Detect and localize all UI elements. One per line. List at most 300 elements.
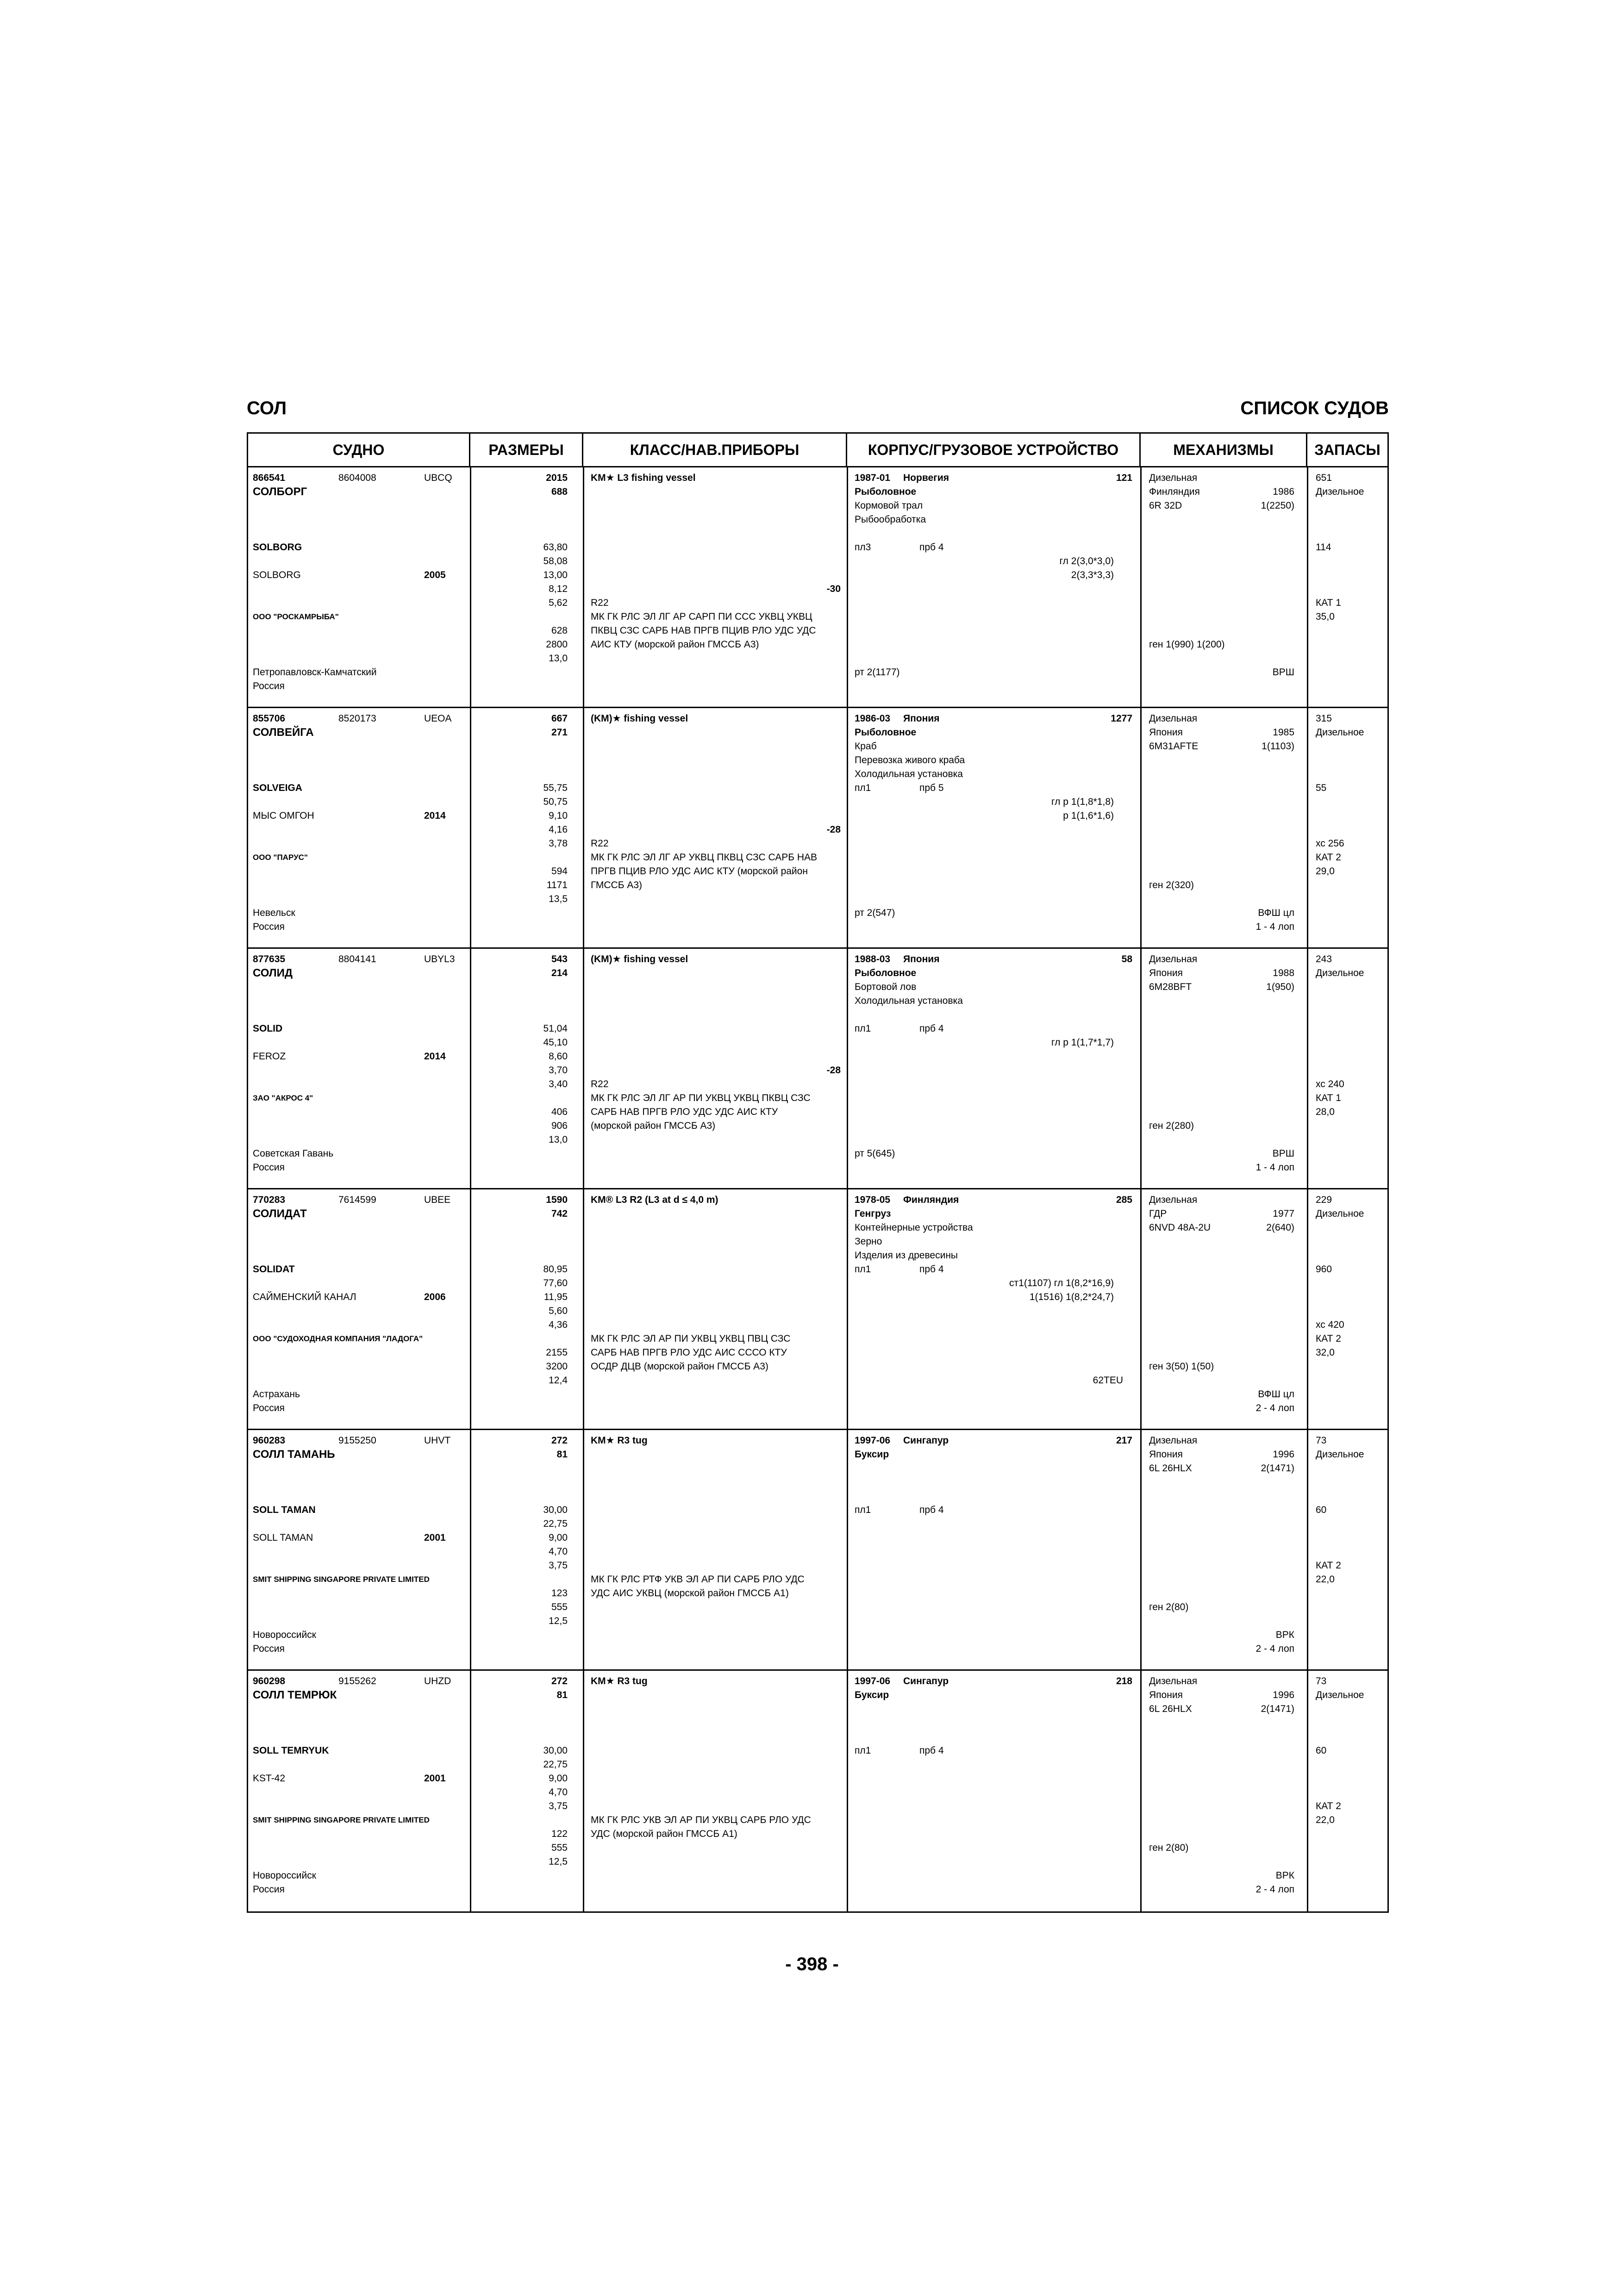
cargo-note: рт 2(547) (855, 908, 895, 918)
ship-record (248, 949, 1387, 1189)
build-date: 1997-06 (855, 1676, 891, 1686)
dimension-value: 1590 (546, 1195, 568, 1205)
dimension-value: 594 (551, 866, 568, 877)
register-number: 866541 (253, 473, 286, 483)
hull-type: Рыболовное (855, 486, 917, 497)
imo-number: 8604008 (338, 473, 376, 483)
cargo-gear: 2(3,3*3,3) (1071, 570, 1114, 580)
register-number: 877635 (253, 954, 286, 964)
rename-year: 2006 (424, 1292, 446, 1302)
ice-value: -30 (826, 584, 841, 594)
stores-line: 22,0 (1316, 1815, 1335, 1825)
column-divider (1140, 1430, 1142, 1669)
column-divider (847, 1671, 848, 1911)
call-sign: UHVT (424, 1435, 451, 1446)
nav-equipment-line: САРБ НАВ ПРГВ РЛО УДС УДС АИС КТУ (591, 1107, 778, 1117)
stores-line: КАТ 2 (1316, 1801, 1341, 1811)
engine-model: 6M28BFT (1149, 982, 1192, 992)
hull-feature: Рыбообработка (855, 514, 926, 525)
engine-country: Япония (1149, 1449, 1183, 1460)
deck-count: пл1 (855, 1505, 871, 1515)
nav-equipment-line: УДС АИС УКВЦ (морской район ГМССБ А1) (591, 1588, 789, 1599)
register-number: 960283 (253, 1435, 286, 1446)
engine-country: Япония (1149, 727, 1183, 738)
vessel-name-latin: SOLID (253, 1023, 283, 1034)
previous-name: SOLBORG (253, 570, 301, 580)
dimension-value: 406 (551, 1107, 568, 1117)
dimension-value: 3,75 (549, 1560, 568, 1571)
home-port: Петропавловск-Камчатский (253, 667, 377, 678)
dimension-value: 272 (551, 1435, 568, 1446)
imo-number: 7614599 (338, 1195, 376, 1205)
engine-power: 1(2250) (1261, 500, 1294, 511)
nav-equipment-line: АИС КТУ (морской район ГМССБ А3) (591, 639, 759, 650)
previous-name: KST-42 (253, 1773, 286, 1784)
engine-year: 1985 (1273, 727, 1294, 738)
dimension-value: 906 (551, 1120, 568, 1131)
engine-year: 1977 (1273, 1208, 1294, 1219)
column-divider (847, 1430, 848, 1669)
bulkhead-count: прб 4 (919, 1264, 944, 1275)
vessel-name: СОЛИД (253, 967, 293, 979)
column-divider (847, 708, 848, 947)
cargo-gear: гл 2(3,0*3,0) (1059, 556, 1114, 566)
engine-power: 1(950) (1266, 982, 1294, 992)
flag-country: Россия (253, 1162, 285, 1173)
dimension-value: 3200 (546, 1361, 568, 1372)
build-number: 218 (1116, 1676, 1132, 1686)
page-number: - 398 - (785, 1954, 839, 1974)
generators: ген 2(320) (1149, 880, 1194, 890)
engine-power: 2(1471) (1261, 1704, 1294, 1714)
ship-record (248, 467, 1387, 708)
generators: ген 3(50) 1(50) (1149, 1361, 1214, 1372)
ship-record (248, 1189, 1387, 1430)
column-divider (1307, 467, 1308, 707)
dimension-value: 3,78 (549, 838, 568, 849)
column-divider (1307, 1189, 1308, 1429)
page-header-right: СПИСОК СУДОВ (1240, 398, 1389, 418)
cargo-gear: 1(1516) 1(8,2*24,7) (1029, 1292, 1114, 1302)
build-number: 58 (1121, 954, 1132, 964)
column-divider (1307, 1671, 1308, 1911)
stores-line: КАТ 1 (1316, 597, 1341, 608)
column-divider (583, 1430, 584, 1669)
ship-record (248, 708, 1387, 949)
dimension-value: 555 (551, 1842, 568, 1853)
dimension-value: 555 (551, 1602, 568, 1612)
column-divider (583, 949, 584, 1188)
hull-type: Буксир (855, 1449, 889, 1460)
dimension-value: 9,10 (549, 810, 568, 821)
ship-record (248, 1671, 1387, 1911)
restriction-code: R22 (591, 1079, 609, 1089)
fuel-type: Дизельное (1316, 1690, 1364, 1700)
propeller-type: ВРШ (1272, 1148, 1294, 1159)
column-divider (583, 1189, 584, 1429)
stores-line: КАТ 2 (1316, 852, 1341, 863)
column-divider (847, 467, 848, 707)
ice-value: -28 (826, 1065, 841, 1076)
rename-year: 2014 (424, 1051, 446, 1062)
rename-year: 2001 (424, 1773, 446, 1784)
build-country: Япония (903, 713, 940, 724)
stores-line: 35,0 (1316, 611, 1335, 622)
column-divider (1140, 1189, 1142, 1429)
dimension-value: 628 (551, 625, 568, 636)
dimension-value: 51,04 (543, 1023, 568, 1034)
column-divider (583, 1671, 584, 1911)
engine-model: 6L 26HLX (1149, 1704, 1192, 1714)
column-divider (1307, 949, 1308, 1188)
engine-type: Дизельная (1149, 954, 1198, 964)
propeller-type: ВФШ цл (1258, 908, 1294, 918)
build-date: 1997-06 (855, 1435, 891, 1446)
dimension-value: 81 (556, 1690, 568, 1700)
stores-line: хс 256 (1316, 838, 1344, 849)
ship-register-table (247, 432, 1389, 1913)
teu-capacity: 62TEU (1093, 1375, 1123, 1386)
call-sign: UBEE (424, 1195, 451, 1205)
dimension-value: 45,10 (543, 1037, 568, 1048)
engine-model: 6R 32D (1149, 500, 1182, 511)
column-divider (470, 1430, 471, 1669)
propeller-blades: 2 - 4 лоп (1255, 1643, 1294, 1654)
stores-line: 28,0 (1316, 1107, 1335, 1117)
flag-country: Россия (253, 1403, 285, 1413)
nav-equipment-line: МК ГК РЛС УКВ ЭЛ АР ПИ УКВЦ САРБ РЛО УДС (591, 1815, 811, 1825)
fuel-amount: 243 (1316, 954, 1332, 964)
register-number: 960298 (253, 1676, 286, 1686)
home-port: Новороссийск (253, 1630, 316, 1640)
nav-equipment-line: МК ГК РЛС ЭЛ АР ПИ УКВЦ УКВЦ ПВЦ СЗС (591, 1333, 791, 1344)
column-divider (1140, 708, 1142, 947)
bulkhead-count: прб 4 (919, 1745, 944, 1756)
deck-count: пл1 (855, 1745, 871, 1756)
nav-equipment-line: ПРГВ ПЦИВ РЛО УДС АИС КТУ (морской район (591, 866, 808, 877)
dimension-value: 742 (551, 1208, 568, 1219)
previous-name: МЫС ОМГОН (253, 810, 314, 821)
fuel-amount: 315 (1316, 713, 1332, 724)
call-sign: UBCQ (424, 473, 452, 483)
dimension-value: 13,0 (549, 1134, 568, 1145)
dimension-value: 77,60 (543, 1278, 568, 1288)
hull-feature: Изделия из древесины (855, 1250, 958, 1261)
dimension-value: 11,95 (544, 1292, 568, 1302)
rename-year: 2001 (424, 1532, 446, 1543)
engine-model: 6NVD 48A-2U (1149, 1222, 1211, 1233)
hull-type: Рыболовное (855, 968, 917, 978)
propeller-blades: 1 - 4 лоп (1255, 1162, 1294, 1173)
stores-line: хс 420 (1316, 1319, 1344, 1330)
hull-feature: Контейнерные устройства (855, 1222, 973, 1233)
owner-name: ООО "РОСКАМРЫБА" (253, 612, 339, 621)
dimension-value: 50,75 (543, 796, 568, 807)
nav-equipment-line: МК ГК РЛС ЭЛ ЛГ АР САРП ПИ ССС УКВЦ УКВЦ (591, 611, 812, 622)
col-header-hull: КОРПУС/ГРУЗОВОЕ УСТРОЙСТВО (847, 434, 1141, 466)
vessel-name-latin: SOLL TAMAN (253, 1505, 316, 1515)
engine-model: 6L 26HLX (1149, 1463, 1192, 1474)
nav-equipment-line: САРБ НАВ ПРГВ РЛО УДС АИС СССО КТУ (591, 1347, 787, 1358)
engine-model: 6M31AFTE (1149, 741, 1199, 752)
fuel-type: Дизельное (1316, 968, 1364, 978)
engine-type: Дизельная (1149, 1676, 1198, 1686)
column-divider (583, 467, 584, 707)
cargo-gear: р 1(1,6*1,6) (1063, 810, 1114, 821)
dimension-value: 8,12 (549, 584, 568, 594)
bulkhead-count: прб 4 (919, 1023, 944, 1034)
dimension-value: 4,70 (549, 1787, 568, 1798)
engine-type: Дизельная (1149, 1195, 1198, 1205)
bulkhead-count: прб 5 (919, 783, 944, 793)
class-notation: (KM)★ fishing vessel (591, 713, 688, 724)
dimension-value: 271 (551, 727, 568, 738)
build-country: Норвегия (903, 473, 949, 483)
stores-line: 32,0 (1316, 1347, 1335, 1358)
previous-name: SOLL TAMAN (253, 1532, 313, 1543)
nav-equipment-line: УДС (морской район ГМССБ А1) (591, 1829, 737, 1839)
column-divider (847, 949, 848, 1188)
dimension-value: 9,00 (549, 1773, 568, 1784)
nav-equipment-line: ПКВЦ СЗС САРБ НАВ ПРГВ ПЦИВ РЛО УДС УДС (591, 625, 816, 636)
build-date: 1986-03 (855, 713, 891, 724)
nav-equipment-line: МК ГК РЛС ЭЛ ЛГ АР УКВЦ ПКВЦ СЗС САРБ НАВ (591, 852, 817, 863)
col-header-class: КЛАСС/НАВ.ПРИБОРЫ (583, 434, 847, 466)
dimension-value: 1171 (546, 880, 568, 890)
col-header-machinery: МЕХАНИЗМЫ (1141, 434, 1307, 466)
class-notation: KM® L3 R2 (L3 at d ≤ 4,0 m) (591, 1195, 718, 1205)
column-divider (847, 1189, 848, 1429)
flag-country: Россия (253, 1643, 285, 1654)
stores-value: 60 (1316, 1745, 1327, 1756)
rename-year: 2005 (424, 570, 446, 580)
hull-feature: Холодильная установка (855, 996, 963, 1006)
flag-country: Россия (253, 1884, 285, 1895)
engine-country: Япония (1149, 968, 1183, 978)
propeller-type: ВФШ цл (1258, 1389, 1294, 1400)
call-sign: UHZD (424, 1676, 451, 1686)
restriction-code: R22 (591, 838, 609, 849)
engine-power: 1(1103) (1262, 741, 1294, 752)
column-divider (470, 949, 471, 1188)
cargo-gear: гл р 1(1,8*1,8) (1051, 796, 1114, 807)
cargo-note: рт 5(645) (855, 1148, 895, 1159)
register-number: 855706 (253, 713, 286, 724)
dimension-value: 3,70 (549, 1065, 568, 1076)
nav-equipment-line: (морской район ГМССБ А3) (591, 1120, 716, 1131)
vessel-name-latin: SOLBORG (253, 542, 302, 553)
engine-year: 1996 (1273, 1690, 1294, 1700)
nav-equipment-line: ГМССБ А3) (591, 880, 643, 890)
build-number: 217 (1116, 1435, 1132, 1446)
hull-type: Рыболовное (855, 727, 917, 738)
column-divider (1307, 1430, 1308, 1669)
nav-equipment-line: ОСДР ДЦВ (морской район ГМССБ А3) (591, 1361, 768, 1372)
propeller-blades: 2 - 4 лоп (1255, 1403, 1294, 1413)
hull-feature: Краб (855, 741, 877, 752)
previous-name: FEROZ (253, 1051, 286, 1062)
stores-line: КАТ 2 (1316, 1560, 1341, 1571)
imo-number: 8804141 (338, 954, 376, 964)
column-divider (470, 467, 471, 707)
generators: ген 2(80) (1149, 1842, 1189, 1853)
register-number: 770283 (253, 1195, 286, 1205)
hull-feature: Перевозка живого краба (855, 755, 965, 765)
dimension-value: 122 (551, 1829, 568, 1839)
owner-name: SMIT SHIPPING SINGAPORE PRIVATE LIMITED (253, 1816, 430, 1824)
engine-type: Дизельная (1149, 1435, 1198, 1446)
class-notation: KM★ R3 tug (591, 1676, 648, 1686)
dimension-value: 214 (551, 968, 568, 978)
dimension-value: 543 (551, 954, 568, 964)
hull-feature: Бортовой лов (855, 982, 917, 992)
stores-value: 114 (1316, 542, 1331, 553)
deck-count: пл3 (855, 542, 871, 553)
dimension-value: 22,75 (543, 1759, 568, 1770)
engine-power: 2(640) (1266, 1222, 1294, 1233)
stores-line: КАТ 2 (1316, 1333, 1341, 1344)
restriction-code: R22 (591, 597, 609, 608)
cargo-gear: гл р 1(1,7*1,7) (1051, 1037, 1114, 1048)
dimension-value: 12,4 (549, 1375, 568, 1386)
hull-feature: Холодильная установка (855, 769, 963, 779)
dimension-value: 81 (556, 1449, 568, 1460)
engine-country: ГДР (1149, 1208, 1167, 1219)
dimension-value: 30,00 (543, 1745, 568, 1756)
build-number: 1277 (1111, 713, 1132, 724)
stores-value: 960 (1316, 1264, 1332, 1275)
build-country: Сингапур (903, 1676, 949, 1686)
dimension-value: 5,62 (549, 597, 568, 608)
dimension-value: 13,00 (543, 570, 568, 580)
stores-line: КАТ 1 (1316, 1093, 1341, 1103)
nav-equipment-line: МК ГК РЛС ЭЛ ЛГ АР ПИ УКВЦ УКВЦ ПКВЦ СЗС (591, 1093, 811, 1103)
dimension-value: 80,95 (543, 1264, 568, 1275)
vessel-name: СОЛБОРГ (253, 485, 307, 498)
hull-feature: Зерно (855, 1236, 882, 1247)
class-notation: KM★ L3 fishing vessel (591, 473, 696, 483)
build-country: Сингапур (903, 1435, 949, 1446)
column-divider (1140, 467, 1142, 707)
engine-power: 2(1471) (1261, 1463, 1294, 1474)
dimension-value: 30,00 (543, 1505, 568, 1515)
build-number: 285 (1116, 1195, 1132, 1205)
propeller-type: ВРШ (1272, 667, 1294, 678)
home-port: Невельск (253, 908, 295, 918)
vessel-name: СОЛЛ ТЕМРЮК (253, 1689, 337, 1701)
engine-country: Япония (1149, 1690, 1183, 1700)
vessel-name: СОЛВЕЙГА (253, 726, 314, 739)
fuel-type: Дизельное (1316, 486, 1364, 497)
column-divider (1307, 708, 1308, 947)
column-divider (470, 1189, 471, 1429)
dimension-value: 3,40 (549, 1079, 568, 1089)
ice-value: -28 (826, 824, 841, 835)
dimension-value: 22,75 (543, 1518, 568, 1529)
engine-year: 1996 (1273, 1449, 1294, 1460)
vessel-name: СОЛИДАТ (253, 1207, 307, 1220)
deck-count: пл1 (855, 783, 871, 793)
dimension-value: 272 (551, 1676, 568, 1686)
col-header-dimensions: РАЗМЕРЫ (470, 434, 583, 466)
stores-line: 22,0 (1316, 1574, 1335, 1585)
build-country: Финляндия (903, 1195, 959, 1205)
call-sign: UBYL3 (424, 954, 455, 964)
fuel-amount: 73 (1316, 1435, 1327, 1446)
col-header-stores: ЗАПАСЫ (1314, 442, 1380, 458)
flag-country: Россия (253, 681, 285, 691)
dimension-value: 55,75 (543, 783, 568, 793)
fuel-amount: 73 (1316, 1676, 1327, 1686)
dimension-value: 123 (551, 1588, 568, 1599)
nav-equipment-line: МК ГК РЛС РТФ УКВ ЭЛ АР ПИ САРБ РЛО УДС (591, 1574, 805, 1585)
propeller-type: ВРК (1275, 1870, 1294, 1881)
flag-country: Россия (253, 921, 285, 932)
generators: ген 1(990) 1(200) (1149, 639, 1225, 650)
ship-record (248, 1430, 1387, 1671)
column-divider (470, 708, 471, 947)
dimension-value: 688 (551, 486, 568, 497)
hull-feature: Кормовой трал (855, 500, 923, 511)
engine-country: Финляндия (1149, 486, 1200, 497)
imo-number: 8520173 (338, 713, 376, 724)
fuel-type: Дизельное (1316, 1449, 1364, 1460)
deck-count: пл1 (855, 1023, 871, 1034)
fuel-amount: 651 (1316, 473, 1332, 483)
dimension-value: 12,5 (549, 1856, 568, 1867)
hull-type: Генгруз (855, 1208, 891, 1219)
column-divider (583, 708, 584, 947)
call-sign: UEOA (424, 713, 452, 724)
bulkhead-count: прб 4 (919, 542, 944, 553)
stores-line: 29,0 (1316, 866, 1335, 877)
propeller-blades: 2 - 4 лоп (1255, 1884, 1294, 1895)
dimension-value: 2800 (546, 639, 568, 650)
column-divider (470, 1671, 471, 1911)
dimension-value: 8,60 (549, 1051, 568, 1062)
column-divider (1140, 1671, 1142, 1911)
hull-type: Буксир (855, 1690, 889, 1700)
dimension-value: 58,08 (543, 556, 568, 566)
build-date: 1978-05 (855, 1195, 891, 1205)
engine-year: 1988 (1273, 968, 1294, 978)
owner-name: ООО "СУДОХОДНАЯ КОМПАНИЯ "ЛАДОГА" (253, 1334, 423, 1343)
engine-year: 1986 (1273, 486, 1294, 497)
fuel-amount: 229 (1316, 1195, 1332, 1205)
generators: ген 2(80) (1149, 1602, 1189, 1612)
dimension-value: 2155 (546, 1347, 568, 1358)
column-divider (1140, 949, 1142, 1188)
cargo-gear: ст1(1107) гл 1(8,2*16,9) (1009, 1278, 1114, 1288)
build-number: 121 (1116, 473, 1132, 483)
dimension-value: 4,70 (549, 1546, 568, 1557)
imo-number: 9155250 (338, 1435, 376, 1446)
stores-line: хс 240 (1316, 1079, 1344, 1089)
cargo-note: рт 2(1177) (855, 667, 900, 678)
table-header (248, 434, 1387, 467)
dimension-value: 667 (551, 713, 568, 724)
dimension-value: 4,16 (549, 824, 568, 835)
propeller-blades: 1 - 4 лоп (1255, 921, 1294, 932)
col-header-vessel: СУДНО (248, 434, 470, 466)
deck-count: пл1 (855, 1264, 871, 1275)
dimension-value: 12,5 (549, 1616, 568, 1626)
dimension-value: 5,60 (549, 1306, 568, 1316)
propeller-type: ВРК (1275, 1630, 1294, 1640)
fuel-type: Дизельное (1316, 727, 1364, 738)
home-port: Астрахань (253, 1389, 300, 1400)
dimension-value: 13,0 (549, 653, 568, 664)
